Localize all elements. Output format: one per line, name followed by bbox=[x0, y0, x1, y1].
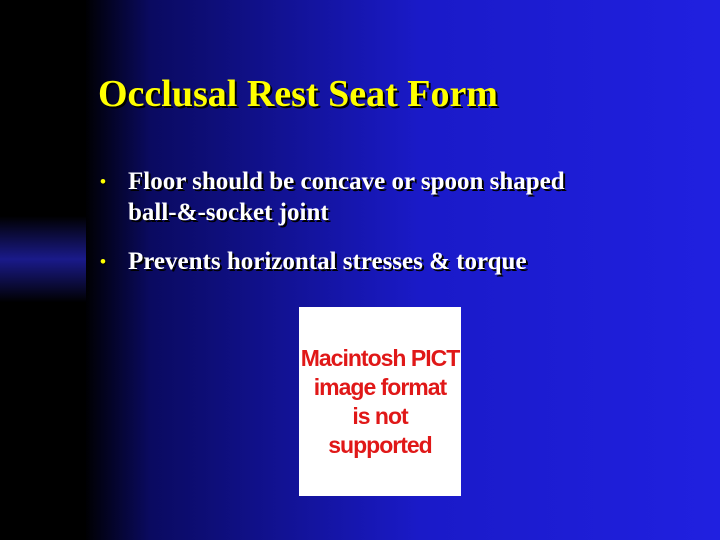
unsupported-image-placeholder bbox=[299, 307, 461, 496]
placeholder-text-line: Macintosh PICT bbox=[300, 344, 460, 371]
left-band-decoration bbox=[0, 0, 86, 540]
bullet-icon: • bbox=[100, 172, 106, 191]
bullet-text-line: Floor should be concave or spoon shaped bbox=[128, 168, 565, 195]
placeholder-text-line: image format bbox=[313, 373, 447, 400]
bullet-text-line: Prevents horizontal stresses & torque bbox=[128, 248, 527, 275]
slide-title: Occlusal Rest Seat Form bbox=[98, 73, 498, 115]
bullet-item bbox=[100, 246, 700, 277]
bullet-item bbox=[100, 166, 700, 228]
placeholder-text-line: is not supported bbox=[328, 402, 432, 458]
bullet-list bbox=[100, 166, 700, 295]
bullet-icon: • bbox=[100, 252, 106, 271]
bullet-text-line: ball-&-socket joint bbox=[128, 199, 329, 226]
